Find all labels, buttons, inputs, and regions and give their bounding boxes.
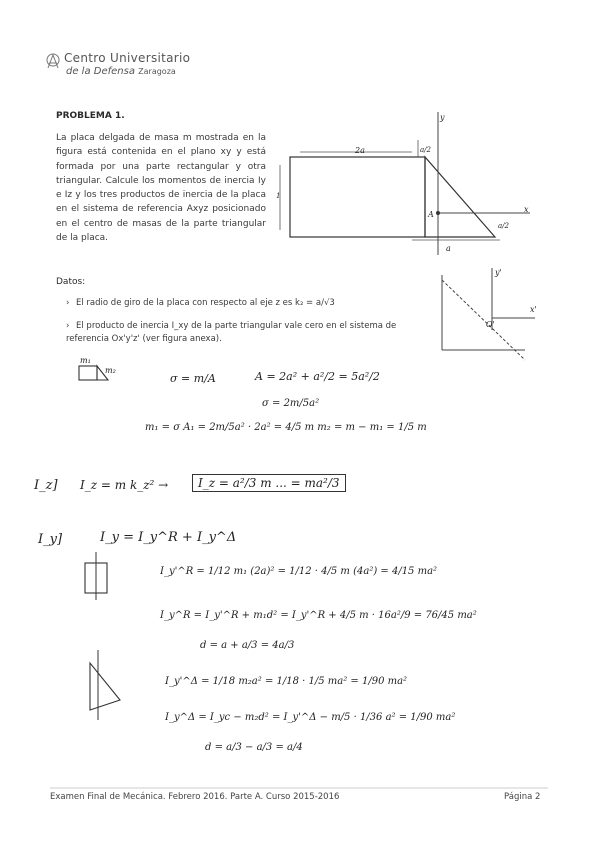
hw-rect-3: d = a + a/3 = 4a/3 bbox=[200, 640, 295, 651]
problem-title: PROBLEMA 1. bbox=[56, 111, 125, 121]
label-y: y bbox=[440, 113, 445, 122]
hw-iz-eq: I_z = m k_z² → bbox=[80, 478, 169, 492]
hw-tri-2: I_y^Δ = I_yc − m₂d² = I_y'^Δ − m/5 · 1/36 a² = 1/90 ma² bbox=[165, 712, 456, 723]
data-bullet-2: › El producto de inercia I_xy de la parte triangular vale cero en el sistema de referencia Ox'y'z' (ver figura anexa). bbox=[66, 321, 397, 344]
hw-area: A = 2a² + a²/2 = 5a²/2 bbox=[255, 370, 380, 383]
data-bullet-1: › El radio de giro de la placa con respecto al eje z es k₂ = a/√3 bbox=[66, 298, 335, 308]
label-ac: a/2 bbox=[498, 222, 509, 230]
hw-tri-1: I_y'^Δ = 1/18 m₂a² = 1/18 · 1/5 ma² = 1/90 ma² bbox=[165, 676, 408, 687]
hw-sigma: σ = m/A bbox=[170, 372, 216, 385]
label-O: O' bbox=[486, 320, 495, 329]
institution-location: Zaragoza bbox=[138, 67, 176, 76]
page-number: Página 2 bbox=[504, 792, 541, 802]
hw-rect-1: I_y'^R = 1/12 m₁ (2a)² = 1/12 · 4/5 m (4a²) = 4/15 ma² bbox=[160, 566, 438, 577]
hw-m1: m₁ bbox=[80, 356, 91, 365]
hw-iz-label: I_z] bbox=[34, 478, 58, 493]
hw-iy-label: I_y] bbox=[38, 532, 63, 547]
label-1: 1 bbox=[276, 192, 281, 200]
label-a: a bbox=[446, 244, 451, 253]
label-a2: a/2 bbox=[420, 146, 431, 154]
problem-statement: La placa delgada de masa m mostrada en la figura está contenida en el plano xy y está formada por una parte rectangular y otra triangular. Calcule los momentos de inercia Iy e Iz y los tres productos de inercia de la placa en el sistema de referencia Axyz posicionado en el centro de masas de la parte triangular de la placa. bbox=[56, 133, 266, 244]
label-yp: y' bbox=[495, 268, 502, 277]
label-x: x bbox=[524, 205, 529, 214]
hw-m2: m₂ bbox=[105, 366, 116, 375]
label-A: A bbox=[428, 210, 434, 219]
label-2a: 2a bbox=[355, 146, 365, 155]
institution-name: Centro Universitario bbox=[64, 51, 191, 65]
institution-subtitle: de la Defensa Zaragoza bbox=[66, 66, 176, 77]
hw-masses: m₁ = σ A₁ = 2m/5a² · 2a² = 4/5 m m₂ = m − m₁ = 1/5 m bbox=[145, 422, 427, 433]
footer-text: Examen Final de Mecánica. Febrero 2016. Parte A. Curso 2015-2016 bbox=[50, 792, 340, 802]
data-label: Datos: bbox=[56, 277, 86, 287]
hw-sigma2: σ = 2m/5a² bbox=[262, 398, 320, 409]
hw-iy-eq: I_y = I_y^R + I_y^Δ bbox=[100, 530, 237, 545]
hw-tri-3: d = a/3 − a/3 = a/4 bbox=[205, 742, 303, 753]
hw-iz-result: I_z = a²/3 m ... = ma²/3 bbox=[192, 474, 346, 492]
hw-rect-2: I_y^R = I_y'^R + m₁d² = I_y'^R + 4/5 m · 16a²/9 = 76/45 ma² bbox=[160, 610, 477, 621]
label-xp: x' bbox=[530, 305, 537, 314]
